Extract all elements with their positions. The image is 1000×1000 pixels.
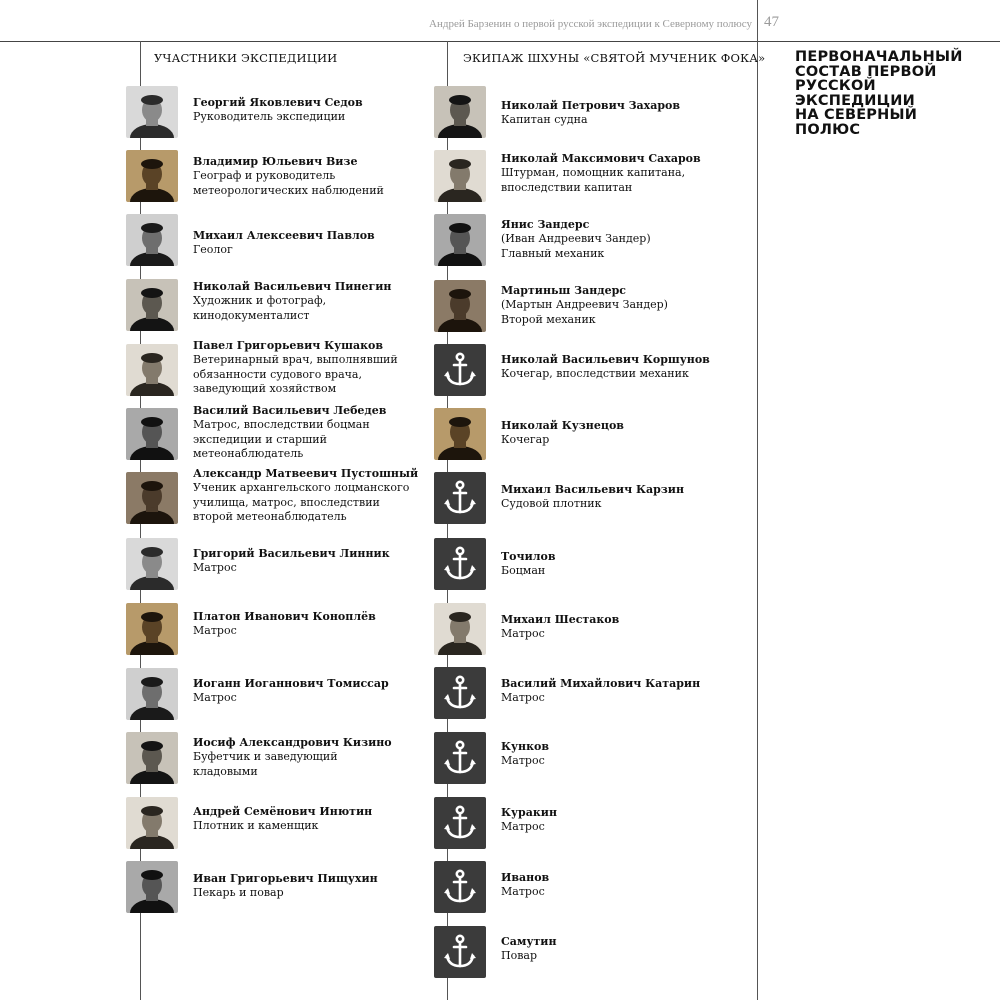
- expedition-member: [126, 538, 426, 598]
- member-name: Михаил Васильевич Карзин: [501, 483, 685, 496]
- anchor-icon: [434, 472, 486, 524]
- expedition-member: [126, 603, 426, 663]
- member-name: Георгий Яковлевич Седов: [193, 96, 363, 109]
- member-name: Иоганн Иоганнович Томиссар: [193, 677, 389, 690]
- member-role: Матрос: [193, 624, 237, 637]
- portrait-photo: [126, 214, 178, 266]
- anchor-icon: [434, 861, 486, 913]
- crew-member: [434, 344, 734, 404]
- member-info: [501, 677, 736, 706]
- member-role: (Мартын Андреевич Зандер) Второй механик: [501, 298, 668, 326]
- member-role: Кочегар: [501, 433, 550, 446]
- member-name: Иван Григорьевич Пищухин: [193, 872, 378, 885]
- anchor-icon: [434, 926, 486, 978]
- member-name: Андрей Семёнович Инютин: [193, 805, 373, 818]
- anchor-icon: [434, 732, 486, 784]
- expedition-member: [126, 668, 426, 728]
- portrait-photo: [126, 538, 178, 590]
- member-role: Матрос: [501, 691, 545, 704]
- member-info: [193, 404, 428, 462]
- member-info: [193, 467, 428, 525]
- portrait-photo: [434, 150, 486, 202]
- expedition-heading: УЧАСТНИКИ ЭКСПЕДИЦИИ: [154, 51, 338, 65]
- member-info: [501, 152, 736, 195]
- anchor-icon: [434, 344, 486, 396]
- member-info: [501, 550, 736, 579]
- member-name: Николай Кузнецов: [501, 419, 624, 432]
- member-role: Геолог: [193, 243, 233, 256]
- member-role: Матрос: [193, 691, 237, 704]
- expedition-member: [126, 797, 426, 857]
- portrait-photo: [434, 280, 486, 332]
- member-info: [501, 935, 736, 964]
- member-name: Янис Зандерс: [501, 218, 590, 231]
- member-name: Василий Васильевич Лебедев: [193, 404, 387, 417]
- member-role: Руководитель экспедиции: [193, 110, 346, 123]
- page-title-line: ПОЛЮС: [795, 121, 861, 138]
- member-info: [501, 613, 736, 642]
- expedition-member: [126, 86, 426, 146]
- portrait-photo: [126, 732, 178, 784]
- crew-member: [434, 538, 734, 598]
- portrait-photo: [434, 214, 486, 266]
- expedition-member: [126, 339, 426, 404]
- member-role: Матрос: [501, 627, 545, 640]
- member-role: Географ и руководитель метеорологических наблюдений: [193, 169, 384, 197]
- member-info: [501, 419, 736, 448]
- member-name: Кунков: [501, 740, 550, 753]
- member-info: [501, 99, 736, 128]
- member-name: Куракин: [501, 806, 558, 819]
- page-title-line: ПЕРВОНАЧАЛЬНЫЙ: [795, 49, 963, 65]
- member-name: Михаил Алексеевич Павлов: [193, 229, 375, 242]
- crew-member: [434, 150, 734, 210]
- member-name: Михаил Шестаков: [501, 613, 620, 626]
- anchor-icon: [434, 797, 486, 849]
- crew-member: [434, 667, 734, 727]
- member-role: Матрос, впоследствии боцман экспедиции и старший метеонаблюдатель: [193, 418, 370, 461]
- member-role: Ветеринарный врач, выполнявший обязанности судового врача, заведующий хозяйством: [193, 353, 398, 396]
- member-role: Пекарь и повар: [193, 886, 284, 899]
- column-divider: [757, 0, 758, 1000]
- expedition-member: [126, 279, 426, 339]
- member-role: Художник и фотограф, кинодокументалист: [193, 294, 327, 322]
- crew-member: [434, 408, 734, 468]
- portrait-photo: [126, 668, 178, 720]
- member-info: [193, 229, 428, 258]
- member-info: [501, 483, 736, 512]
- expedition-member: [126, 150, 426, 210]
- member-name: Александр Матвеевич Пустошный: [193, 467, 419, 480]
- portrait-photo: [434, 86, 486, 138]
- member-role: Матрос: [501, 885, 545, 898]
- page-title: [795, 50, 985, 137]
- member-role: Плотник и каменщик: [193, 819, 319, 832]
- portrait-photo: [126, 408, 178, 460]
- member-role: Повар: [501, 949, 538, 962]
- crew-member: [434, 214, 734, 274]
- expedition-member: [126, 732, 426, 792]
- member-role: Боцман: [501, 564, 546, 577]
- member-role: Штурман, помощник капитана, впоследствии капитан: [501, 166, 686, 194]
- member-role: Буфетчик и заведующий кладовыми: [193, 750, 338, 778]
- member-role: Матрос: [501, 754, 545, 767]
- portrait-photo: [126, 86, 178, 138]
- portrait-photo: [126, 279, 178, 331]
- member-name: Николай Васильевич Коршунов: [501, 353, 710, 366]
- page-number: 47: [764, 14, 779, 30]
- member-name: Василий Михайлович Катарин: [501, 677, 701, 690]
- crew-member: [434, 86, 734, 146]
- member-name: Владимир Юльевич Визе: [193, 155, 358, 168]
- crew-member: [434, 603, 734, 663]
- member-role: (Иван Андреевич Зандер) Главный механик: [501, 232, 651, 260]
- crew-heading: ЭКИПАЖ ШХУНЫ «СВЯТОЙ МУЧЕНИК ФОКА»: [463, 51, 766, 65]
- member-role: Судовой плотник: [501, 497, 602, 510]
- page-title-line: СОСТАВ ПЕРВОЙ: [795, 63, 937, 80]
- member-name: Иванов: [501, 871, 550, 884]
- member-info: [193, 547, 428, 576]
- expedition-member: [126, 404, 426, 468]
- member-info: [193, 677, 428, 706]
- member-info: [501, 806, 736, 835]
- member-info: [501, 218, 736, 261]
- member-info: [193, 610, 428, 639]
- crew-member: [434, 732, 734, 792]
- anchor-icon: [434, 538, 486, 590]
- running-head: Андрей Барзенин о первой русской экспедиции к Северному полюсу: [429, 18, 752, 30]
- member-info: [501, 353, 736, 382]
- portrait-photo: [126, 797, 178, 849]
- member-name: Павел Григорьевич Кушаков: [193, 339, 384, 352]
- member-role: Ученик архангельского лоцманского училища, матрос, впоследствии второй метеонаблюдатель: [193, 481, 410, 524]
- member-name: Николай Максимович Сахаров: [501, 152, 701, 165]
- crew-member: [434, 472, 734, 532]
- portrait-photo: [126, 472, 178, 524]
- crew-member: [434, 280, 734, 340]
- page-title-line: ЭКСПЕДИЦИИ: [795, 92, 915, 109]
- member-info: [193, 736, 428, 779]
- portrait-photo: [434, 408, 486, 460]
- member-role: Матрос: [501, 820, 545, 833]
- member-name: Николай Петрович Захаров: [501, 99, 681, 112]
- member-name: Мартиньш Зандерс: [501, 284, 626, 297]
- portrait-photo: [126, 861, 178, 913]
- member-role: Кочегар, впоследствии механик: [501, 367, 689, 380]
- member-name: Платон Иванович Коноплёв: [193, 610, 376, 623]
- crew-member: [434, 861, 734, 921]
- header-rule: [0, 41, 1000, 42]
- member-info: [501, 871, 736, 900]
- member-role: Матрос: [193, 561, 237, 574]
- member-info: [193, 872, 428, 901]
- expedition-member: [126, 214, 426, 274]
- member-role: Капитан судна: [501, 113, 588, 126]
- portrait-photo: [126, 150, 178, 202]
- member-info: [193, 155, 428, 198]
- member-info: [193, 805, 428, 834]
- page-title-line: РУССКОЙ: [795, 78, 876, 94]
- member-info: [501, 284, 736, 327]
- expedition-member: [126, 861, 426, 921]
- member-name: Точилов: [501, 550, 556, 563]
- expedition-member: [126, 467, 426, 532]
- portrait-photo: [126, 603, 178, 655]
- member-info: [501, 740, 736, 769]
- anchor-icon: [434, 667, 486, 719]
- member-info: [193, 339, 428, 397]
- member-name: Николай Васильевич Пинегин: [193, 280, 392, 293]
- page-title-line: НА СЕВЕРНЫЙ: [795, 107, 918, 123]
- member-info: [193, 96, 428, 125]
- portrait-photo: [434, 603, 486, 655]
- member-name: Григорий Васильевич Линник: [193, 547, 390, 560]
- crew-member: [434, 926, 734, 986]
- portrait-photo: [126, 344, 178, 396]
- crew-member: [434, 797, 734, 857]
- member-info: [193, 280, 428, 323]
- member-name: Иосиф Александрович Кизино: [193, 736, 392, 749]
- member-name: Самутин: [501, 935, 557, 948]
